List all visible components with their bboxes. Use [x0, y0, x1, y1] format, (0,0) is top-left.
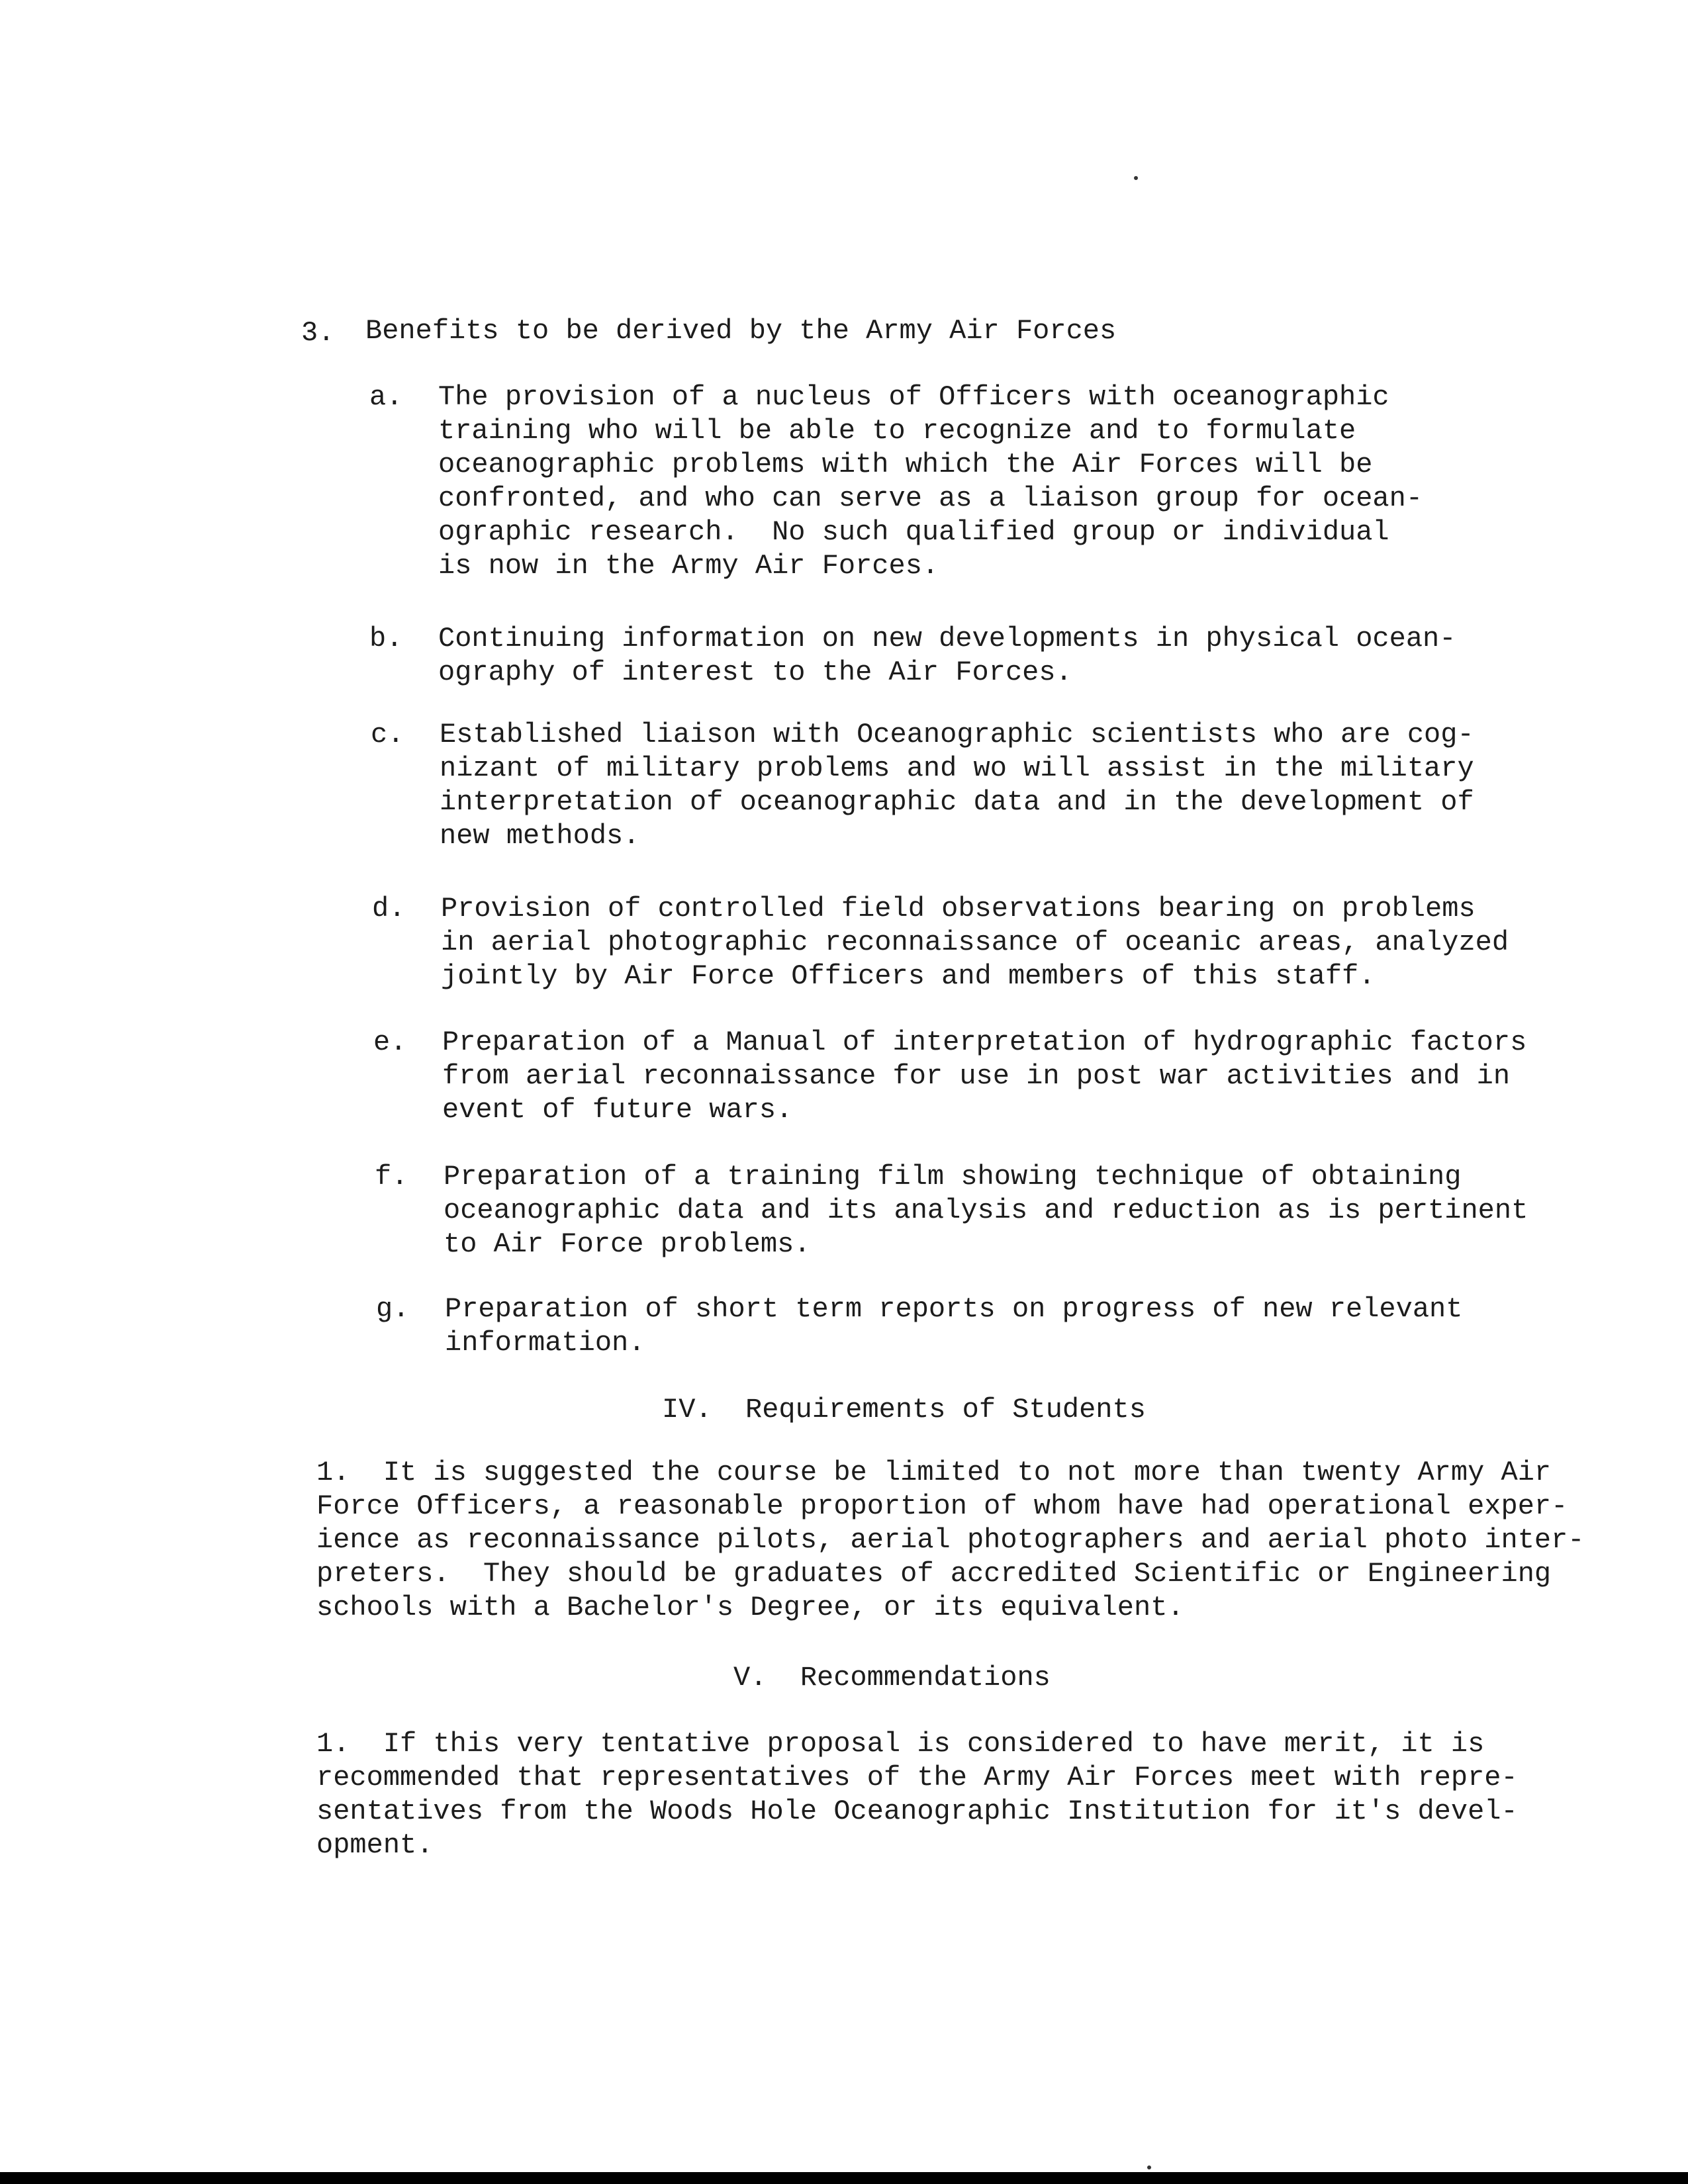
text-line: 1. It is suggested the course be limited to not more than twenty Army Air: [316, 1457, 1552, 1488]
list-item-label: b.: [369, 623, 403, 655]
text-line: new methods.: [440, 820, 640, 852]
text-line: ience as reconnaissance pilots, aerial photographers and aerial photo inter-: [316, 1524, 1585, 1556]
text-line: The provision of a nucleus of Officers with oceanographic: [438, 381, 1389, 413]
list-item-text: [438, 622, 1456, 690]
list-item-text: [441, 892, 1509, 993]
text-line: ography of interest to the Air Forces.: [438, 657, 1072, 688]
section-number: 3.: [301, 317, 335, 349]
speck: [1147, 2165, 1151, 2169]
list-item-text: [445, 1293, 1462, 1360]
text-line: event of future wars.: [442, 1094, 793, 1126]
speck: [1134, 176, 1138, 180]
list-item-label: c.: [371, 719, 404, 751]
text-line: information.: [445, 1327, 645, 1359]
text-line: ographic research. No such qualified group or individual: [438, 516, 1389, 548]
text-line: Continuing information on new developments in physical ocean-: [438, 623, 1456, 655]
list-item-label: e.: [373, 1026, 407, 1058]
text-line: Preparation of a Manual of interpretation of hydrographic factors: [442, 1026, 1527, 1058]
text-line: oceanographic data and its analysis and reduction as is pertinent: [444, 1195, 1528, 1226]
text-line: training who will be able to recognize and to formulate: [438, 415, 1356, 447]
text-line: from aerial reconnaissance for use in post war activities and in: [442, 1060, 1511, 1092]
text-line: recommended that representatives of the Army Air Forces meet with repre-: [316, 1762, 1518, 1794]
text-line: interpretation of oceanographic data and in the development of: [440, 786, 1474, 818]
text-line: Preparation of a training film showing technique of obtaining: [444, 1161, 1462, 1193]
recommendations-paragraph: [316, 1727, 1518, 1862]
text-line: nizant of military problems and wo will assist in the military: [440, 752, 1474, 784]
text-line: confronted, and who can serve as a liaison group for ocean-: [438, 482, 1423, 514]
list-item-text: [444, 1160, 1528, 1261]
list-item-text: [440, 718, 1474, 853]
text-line: schools with a Bachelor's Degree, or its equivalent.: [316, 1592, 1184, 1623]
list-item-text: [442, 1026, 1526, 1127]
list-item-text: [438, 381, 1423, 583]
text-line: 1. If this very tentative proposal is considered to have merit, it is: [316, 1728, 1485, 1760]
text-line: preters. They should be graduates of accredited Scientific or Engineering: [316, 1558, 1552, 1590]
requirements-paragraph: [316, 1456, 1585, 1625]
list-item-label: g.: [376, 1293, 410, 1325]
text-line: oceanographic problems with which the Air Forces will be: [438, 449, 1373, 480]
section-title: Benefits to be derived by the Army Air Forces: [365, 315, 1117, 347]
text-line: Force Officers, a reasonable proportion of whom have had operational exper-: [316, 1490, 1568, 1522]
section-heading-requirements: IV. Requirements of Students: [662, 1394, 1146, 1426]
text-line: Preparation of short term reports on progress of new relevant: [445, 1293, 1463, 1325]
text-line: Established liaison with Oceanographic scientists who are cog-: [440, 719, 1474, 751]
text-line: is now in the Army Air Forces.: [438, 550, 939, 582]
text-line: sentatives from the Woods Hole Oceanographic Institution for it's devel-: [316, 1796, 1518, 1827]
scan-edge-bar: [0, 2172, 1688, 2184]
text-line: Provision of controlled field observations bearing on problems: [441, 893, 1476, 925]
section-heading-recommendations: V. Recommendations: [733, 1662, 1051, 1694]
list-item-label: f.: [375, 1161, 408, 1193]
text-line: jointly by Air Force Officers and members of this staff.: [441, 960, 1376, 992]
text-line: to Air Force problems.: [444, 1228, 811, 1260]
list-item-label: d.: [372, 893, 406, 925]
text-line: opment.: [316, 1829, 434, 1861]
list-item-label: a.: [369, 381, 403, 413]
text-line: in aerial photographic reconnaissance of oceanic areas, analyzed: [441, 927, 1509, 958]
